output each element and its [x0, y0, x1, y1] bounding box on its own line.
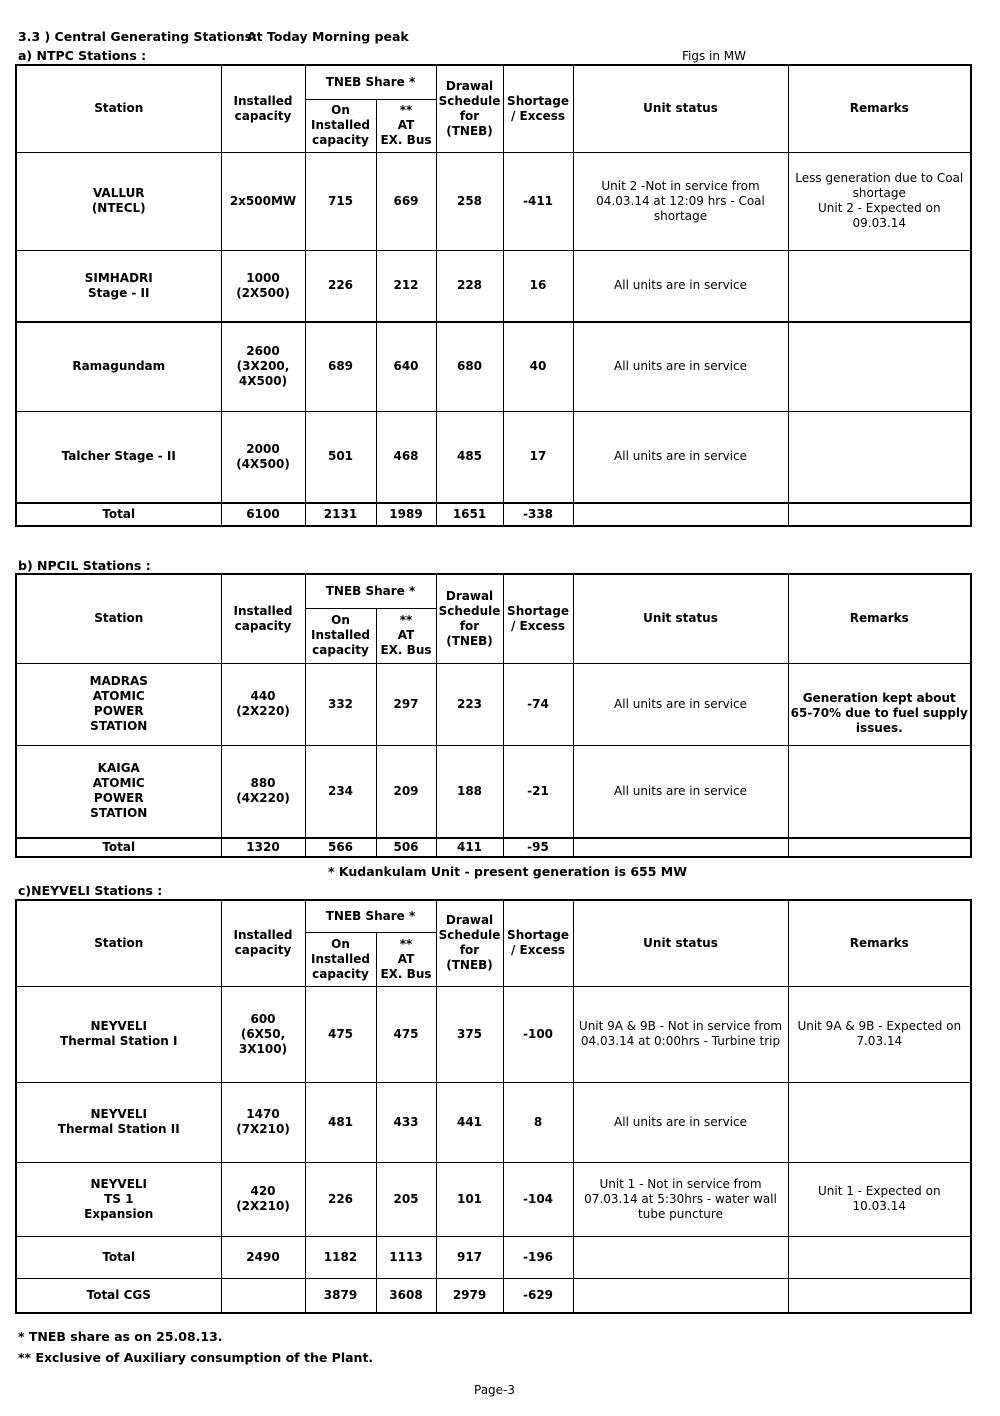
col-at-ex-bus: ** AT EX. Bus — [376, 99, 436, 152]
col-remarks: Remarks — [788, 574, 971, 663]
station-name: KAIGA ATOMIC POWER STATION — [16, 745, 221, 838]
station-name: NEYVELI Thermal Station II — [16, 1082, 221, 1162]
remarks — [788, 322, 971, 411]
at-ex-bus-value: 433 — [376, 1082, 436, 1162]
drawal-value: 228 — [436, 250, 503, 322]
total-label: Total — [16, 503, 221, 526]
at-ex-bus-value: 669 — [376, 152, 436, 250]
table-row — [16, 986, 971, 1082]
station-name: NEYVELI TS 1 Expansion — [16, 1162, 221, 1236]
total-drawal: 1651 — [436, 503, 503, 526]
total-row — [16, 838, 971, 857]
on-installed-value: 481 — [305, 1082, 376, 1162]
unit-status: All units are in service — [573, 663, 788, 745]
table-row — [16, 745, 971, 838]
table-row — [16, 152, 971, 250]
shortage-value: 40 — [503, 322, 573, 411]
installed-capacity: 600 (6X50, 3X100) — [221, 986, 305, 1082]
total-label: Total — [16, 1236, 221, 1278]
unit-status: All units are in service — [573, 1082, 788, 1162]
col-station: Station — [16, 65, 221, 152]
grand-total-label: Total CGS — [16, 1278, 221, 1313]
table-row — [16, 250, 971, 322]
grand-total-on-installed: 3879 — [305, 1278, 376, 1313]
drawal-value: 441 — [436, 1082, 503, 1162]
unit-status: Unit 9A & 9B - Not in service from 04.03.14 at 0:00hrs - Turbine trip — [573, 986, 788, 1082]
shortage-value: -411 — [503, 152, 573, 250]
total-installed: 1320 — [221, 838, 305, 857]
drawal-value: 375 — [436, 986, 503, 1082]
npcil-title: b) NPCIL Stations : — [18, 558, 151, 573]
total-on-installed: 566 — [305, 838, 376, 857]
drawal-value: 188 — [436, 745, 503, 838]
col-on-installed: On Installed capacity — [305, 932, 376, 986]
at-ex-bus-value: 475 — [376, 986, 436, 1082]
col-shortage: Shortage / Excess — [503, 574, 573, 663]
col-tneb-share: TNEB Share * — [305, 65, 436, 99]
col-on-installed: On Installed capacity — [305, 99, 376, 152]
unit-status: All units are in service — [573, 322, 788, 411]
installed-capacity: 2600 (3X200, 4X500) — [221, 322, 305, 411]
table-row — [16, 663, 971, 745]
remarks — [788, 1082, 971, 1162]
remarks: Less generation due to Coal shortage Unit 2 - Expected on 09.03.14 — [788, 152, 971, 250]
col-remarks: Remarks — [788, 900, 971, 986]
installed-capacity: 1000 (2X500) — [221, 250, 305, 322]
table-row — [16, 322, 971, 411]
station-name: Ramagundam — [16, 322, 221, 411]
drawal-value: 223 — [436, 663, 503, 745]
col-drawal: Drawal Schedule for (TNEB) — [436, 65, 503, 152]
on-installed-value: 234 — [305, 745, 376, 838]
at-ex-bus-value: 205 — [376, 1162, 436, 1236]
installed-capacity: 440 (2X220) — [221, 663, 305, 745]
section-title: 3.3 ) Central Generating Stations: — [18, 29, 258, 44]
col-station: Station — [16, 574, 221, 663]
drawal-value: 101 — [436, 1162, 503, 1236]
at-ex-bus-value: 212 — [376, 250, 436, 322]
table-row — [16, 411, 971, 503]
on-installed-value: 689 — [305, 322, 376, 411]
col-station: Station — [16, 900, 221, 986]
total-installed: 6100 — [221, 503, 305, 526]
station-name: Talcher Stage - II — [16, 411, 221, 503]
total-drawal: 917 — [436, 1236, 503, 1278]
total-shortage: -196 — [503, 1236, 573, 1278]
figs-note: Figs in MW — [682, 49, 747, 63]
col-unit-status: Unit status — [573, 65, 788, 152]
drawal-value: 680 — [436, 322, 503, 411]
col-shortage: Shortage / Excess — [503, 900, 573, 986]
ntpc-table — [15, 64, 972, 527]
neyveli-title: c)NEYVELI Stations : — [18, 883, 163, 898]
on-installed-value: 226 — [305, 250, 376, 322]
drawal-value: 258 — [436, 152, 503, 250]
col-drawal: Drawal Schedule for (TNEB) — [436, 574, 503, 663]
total-on-installed: 1182 — [305, 1236, 376, 1278]
col-installed: Installed capacity — [221, 900, 305, 986]
unit-status: Unit 2 -Not in service from 04.03.14 at 12:09 hrs - Coal shortage — [573, 152, 788, 250]
page-number: Page-3 — [474, 1383, 516, 1397]
col-tneb-share: TNEB Share * — [305, 574, 436, 608]
remarks — [788, 745, 971, 838]
station-name: NEYVELI Thermal Station I — [16, 986, 221, 1082]
col-on-installed: On Installed capacity — [305, 608, 376, 663]
col-at-ex-bus: ** AT EX. Bus — [376, 608, 436, 663]
total-installed: 2490 — [221, 1236, 305, 1278]
total-drawal: 411 — [436, 838, 503, 857]
shortage-value: -104 — [503, 1162, 573, 1236]
col-installed: Installed capacity — [221, 65, 305, 152]
col-unit-status: Unit status — [573, 900, 788, 986]
kudankulam-note: * Kudankulam Unit - present generation is 655 MW — [328, 864, 688, 879]
shortage-value: -21 — [503, 745, 573, 838]
grand-total-shortage: -629 — [503, 1278, 573, 1313]
npcil-table — [15, 573, 972, 858]
installed-capacity: 2x500MW — [221, 152, 305, 250]
installed-capacity: 2000 (4X500) — [221, 411, 305, 503]
unit-status: Unit 1 - Not in service from 07.03.14 at 5:30hrs - water wall tube puncture — [573, 1162, 788, 1236]
table-row — [16, 1082, 971, 1162]
total-at-ex-bus: 1113 — [376, 1236, 436, 1278]
at-ex-bus-value: 297 — [376, 663, 436, 745]
remarks — [788, 411, 971, 503]
total-shortage: -338 — [503, 503, 573, 526]
grand-total-row — [16, 1278, 971, 1313]
total-at-ex-bus: 1989 — [376, 503, 436, 526]
grand-total-at-ex-bus: 3608 — [376, 1278, 436, 1313]
ntpc-title: a) NTPC Stations : — [18, 48, 147, 63]
shortage-value: -100 — [503, 986, 573, 1082]
on-installed-value: 226 — [305, 1162, 376, 1236]
station-name: MADRAS ATOMIC POWER STATION — [16, 663, 221, 745]
shortage-value: 8 — [503, 1082, 573, 1162]
total-row — [16, 1236, 971, 1278]
remarks: Generation kept about 65-70% due to fuel supply issues. — [788, 663, 971, 745]
col-remarks: Remarks — [788, 65, 971, 152]
drawal-value: 485 — [436, 411, 503, 503]
installed-capacity: 1470 (7X210) — [221, 1082, 305, 1162]
on-installed-value: 715 — [305, 152, 376, 250]
on-installed-value: 332 — [305, 663, 376, 745]
col-shortage: Shortage / Excess — [503, 65, 573, 152]
station-name: VALLUR (NTECL) — [16, 152, 221, 250]
col-installed: Installed capacity — [221, 574, 305, 663]
shortage-value: 17 — [503, 411, 573, 503]
total-row — [16, 503, 971, 526]
at-ex-bus-value: 209 — [376, 745, 436, 838]
col-unit-status: Unit status — [573, 574, 788, 663]
remarks — [788, 250, 971, 322]
col-tneb-share: TNEB Share * — [305, 900, 436, 932]
footnote-2: ** Exclusive of Auxiliary consumption of the Plant. — [18, 1350, 374, 1365]
installed-capacity: 420 (2X210) — [221, 1162, 305, 1236]
at-ex-bus-value: 640 — [376, 322, 436, 411]
total-label: Total — [16, 838, 221, 857]
station-name: SIMHADRI Stage - II — [16, 250, 221, 322]
footnote-1: * TNEB share as on 25.08.13. — [18, 1329, 223, 1344]
total-at-ex-bus: 506 — [376, 838, 436, 857]
total-on-installed: 2131 — [305, 503, 376, 526]
col-at-ex-bus: ** AT EX. Bus — [376, 932, 436, 986]
unit-status: All units are in service — [573, 411, 788, 503]
col-drawal: Drawal Schedule for (TNEB) — [436, 900, 503, 986]
unit-status: All units are in service — [573, 250, 788, 322]
shortage-value: -74 — [503, 663, 573, 745]
total-shortage: -95 — [503, 838, 573, 857]
on-installed-value: 501 — [305, 411, 376, 503]
remarks: Unit 1 - Expected on 10.03.14 — [788, 1162, 971, 1236]
table-row — [16, 1162, 971, 1236]
remarks: Unit 9A & 9B - Expected on 7.03.14 — [788, 986, 971, 1082]
grand-total-drawal: 2979 — [436, 1278, 503, 1313]
grand-total-installed — [221, 1278, 305, 1313]
section-subtitle: At Today Morning peak — [247, 29, 409, 44]
neyveli-table — [15, 899, 972, 1314]
installed-capacity: 880 (4X220) — [221, 745, 305, 838]
at-ex-bus-value: 468 — [376, 411, 436, 503]
on-installed-value: 475 — [305, 986, 376, 1082]
unit-status: All units are in service — [573, 745, 788, 838]
shortage-value: 16 — [503, 250, 573, 322]
